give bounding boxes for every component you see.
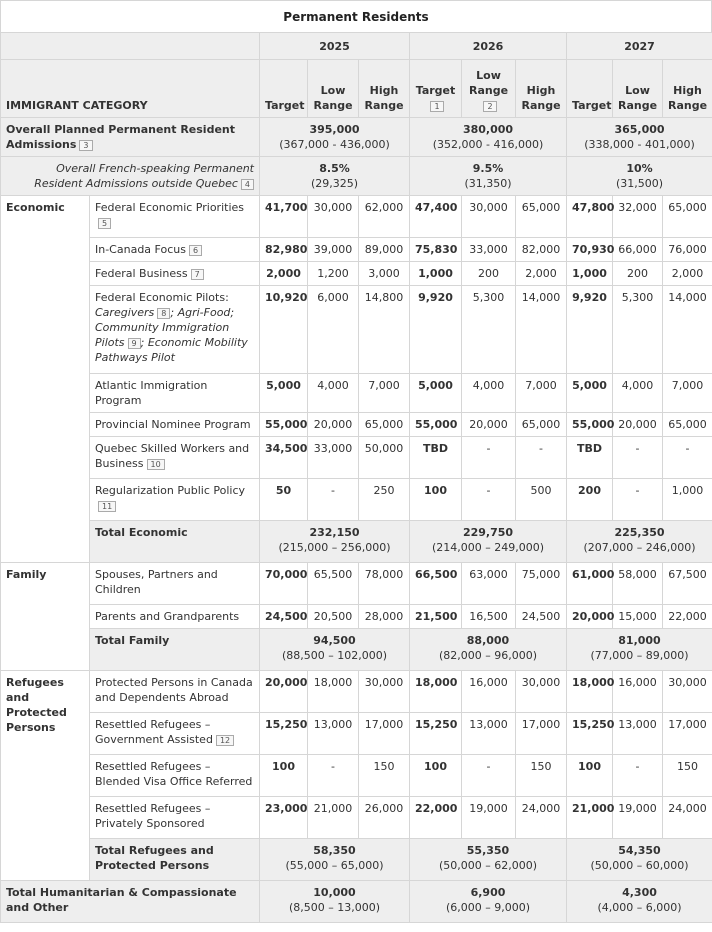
cell-low: -: [308, 755, 359, 797]
total-humanitarian-2027: 4,300 (4,000 – 6,000): [567, 881, 712, 923]
cell-low: 20,000: [462, 413, 516, 437]
cell-low: 200: [613, 262, 663, 286]
footnote-link[interactable]: 11: [98, 501, 116, 512]
cell-high: 65,000: [516, 196, 567, 238]
cell-high: 14,000: [516, 286, 567, 374]
cell-target: 5,000: [567, 374, 613, 413]
footnote-link[interactable]: 8: [157, 308, 170, 319]
footnote-link[interactable]: 7: [191, 269, 204, 280]
cell-low: 30,000: [462, 196, 516, 238]
cell-target: 66,500: [410, 563, 462, 605]
year-header-row: [1, 33, 712, 60]
category-family: Family: [1, 563, 90, 671]
cell-high: 7,000: [663, 374, 712, 413]
row-label: Federal Business 7: [90, 262, 260, 286]
cell-low: 20,000: [308, 413, 359, 437]
cell-target: 20,000: [260, 671, 308, 713]
row-label: In-Canada Focus 6: [90, 238, 260, 262]
cell-low: -: [462, 755, 516, 797]
cell-target: 82,980: [260, 238, 308, 262]
cell-high: 26,000: [359, 797, 410, 839]
row-label: Protected Persons in Canada and Dependents Abroad: [90, 671, 260, 713]
cell-low: 20,500: [308, 605, 359, 629]
french-2027: 10% (31,500): [567, 157, 712, 196]
year-2026: 2026: [410, 33, 567, 60]
cell-high: 28,000: [359, 605, 410, 629]
overall-2027: 365,000 (338,000 - 401,000): [567, 118, 712, 157]
cell-high: 78,000: [359, 563, 410, 605]
overall-label: Overall Planned Permanent Resident Admissions 3: [1, 118, 260, 157]
cell-target: 55,000: [410, 413, 462, 437]
cell-target: 55,000: [567, 413, 613, 437]
row-label: Regularization Public Policy11: [90, 479, 260, 521]
cell-high: 7,000: [359, 374, 410, 413]
french-row: [1, 157, 712, 196]
total-humanitarian-2026: 6,900 (6,000 – 9,000): [410, 881, 567, 923]
cell-low: 16,000: [613, 671, 663, 713]
cell-target: 55,000: [260, 413, 308, 437]
cell-high: 24,500: [516, 605, 567, 629]
cell-high: 3,000: [359, 262, 410, 286]
cell-target: 2,000: [260, 262, 308, 286]
cell-low: 32,000: [613, 196, 663, 238]
total-refugees-label: Total Refugees and Protected Persons: [90, 839, 260, 881]
cell-high: 65,000: [663, 413, 712, 437]
cell-target: 10,920: [260, 286, 308, 374]
cell-low: 39,000: [308, 238, 359, 262]
cell-low: -: [613, 437, 663, 479]
low-range-header: Low Range: [308, 60, 359, 118]
table-row: [1, 563, 712, 605]
cell-low: 33,000: [462, 238, 516, 262]
table-row: [1, 286, 712, 374]
year-2027: 2027: [567, 33, 712, 60]
cell-target: 100: [567, 755, 613, 797]
cell-high: 150: [359, 755, 410, 797]
row-label: Spouses, Partners and Children: [90, 563, 260, 605]
row-label: Provincial Nominee Program: [90, 413, 260, 437]
total-row: [1, 629, 712, 671]
cell-low: 18,000: [308, 671, 359, 713]
cell-target: 9,920: [410, 286, 462, 374]
subheader-row: [1, 60, 712, 118]
cell-target: 70,000: [260, 563, 308, 605]
cell-low: 13,000: [613, 713, 663, 755]
table-row: [1, 605, 712, 629]
cell-low: -: [613, 479, 663, 521]
cell-low: 13,000: [308, 713, 359, 755]
cell-high: 75,000: [516, 563, 567, 605]
cell-target: 61,000: [567, 563, 613, 605]
footnote-link[interactable]: 5: [98, 218, 111, 229]
cell-low: -: [308, 479, 359, 521]
row-label: Quebec Skilled Workers and Business 10: [90, 437, 260, 479]
row-label: Resettled Refugees – Government Assisted 12: [90, 713, 260, 755]
cell-target: 47,800: [567, 196, 613, 238]
table-row: [1, 196, 712, 238]
cell-target: 18,000: [567, 671, 613, 713]
cell-high: 65,000: [663, 196, 712, 238]
cell-high: 14,800: [359, 286, 410, 374]
row-label: Resettled Refugees – Blended Visa Office Referred: [90, 755, 260, 797]
cell-low: 30,000: [308, 196, 359, 238]
cell-low: 65,500: [308, 563, 359, 605]
cell-high: 14,000: [663, 286, 712, 374]
cell-target: TBD: [567, 437, 613, 479]
overall-row: [1, 118, 712, 157]
cell-target: 100: [410, 479, 462, 521]
cell-high: 89,000: [359, 238, 410, 262]
category-refugees: Refugees and Protected Persons: [1, 671, 90, 881]
cell-target: 21,500: [410, 605, 462, 629]
cell-low: 1,200: [308, 262, 359, 286]
row-label: Federal Economic Priorities5: [90, 196, 260, 238]
cell-target: 1,000: [410, 262, 462, 286]
total-family-2027: 81,000 (77,000 – 89,000): [567, 629, 712, 671]
cell-high: 250: [359, 479, 410, 521]
cell-target: 5,000: [260, 374, 308, 413]
cell-target: 15,250: [410, 713, 462, 755]
cell-target: 20,000: [567, 605, 613, 629]
french-label: Overall French-speaking Permanent Resident Admissions outside Quebec 4: [1, 157, 260, 196]
low-range-header: Low Range: [613, 60, 663, 118]
cell-high: 30,000: [359, 671, 410, 713]
cell-low: 15,000: [613, 605, 663, 629]
header-blank: [1, 33, 260, 60]
cell-high: 1,000: [663, 479, 712, 521]
cell-target: 50: [260, 479, 308, 521]
cell-low: -: [462, 479, 516, 521]
cell-low: 4,000: [613, 374, 663, 413]
cell-low: 200: [462, 262, 516, 286]
cell-target: 47,400: [410, 196, 462, 238]
cell-target: 100: [260, 755, 308, 797]
total-economic-2027: 225,350 (207,000 – 246,000): [567, 521, 712, 563]
french-2025: 8.5% (29,325): [260, 157, 410, 196]
cell-target: 18,000: [410, 671, 462, 713]
footnote-link[interactable]: 6: [189, 245, 202, 256]
table-row: [1, 755, 712, 797]
cell-high: 30,000: [516, 671, 567, 713]
row-label: Resettled Refugees – Privately Sponsored: [90, 797, 260, 839]
total-family-2025: 94,500 (88,500 – 102,000): [260, 629, 410, 671]
cell-target: 41,700: [260, 196, 308, 238]
table-row: [1, 238, 712, 262]
cell-high: 24,000: [516, 797, 567, 839]
cell-high: 17,000: [663, 713, 712, 755]
cell-low: 19,000: [462, 797, 516, 839]
table-row: [1, 262, 712, 286]
table-row: [1, 713, 712, 755]
cell-low: 5,300: [462, 286, 516, 374]
target-header: Target: [567, 60, 613, 118]
cell-high: 50,000: [359, 437, 410, 479]
cell-target: 100: [410, 755, 462, 797]
target-header: Target: [260, 60, 308, 118]
cell-high: 67,500: [663, 563, 712, 605]
cell-high: 65,000: [359, 413, 410, 437]
cell-low: -: [613, 755, 663, 797]
cell-low: 66,000: [613, 238, 663, 262]
cell-high: -: [516, 437, 567, 479]
total-economic-2026: 229,750 (214,000 – 249,000): [410, 521, 567, 563]
overall-2026: 380,000 (352,000 - 416,000): [410, 118, 567, 157]
cell-target: 34,500: [260, 437, 308, 479]
table-row: [1, 671, 712, 713]
cell-low: 5,300: [613, 286, 663, 374]
cell-low: 21,000: [308, 797, 359, 839]
cell-high: 500: [516, 479, 567, 521]
cell-target: 9,920: [567, 286, 613, 374]
high-range-header: High Range: [359, 60, 410, 118]
cell-high: 7,000: [516, 374, 567, 413]
footnote-link[interactable]: 12: [216, 735, 234, 746]
immigrant-category-header: IMMIGRANT CATEGORY: [1, 60, 260, 118]
total-family-label: Total Family: [90, 629, 260, 671]
cell-target: 75,830: [410, 238, 462, 262]
cell-high: 24,000: [663, 797, 712, 839]
cell-target: 23,000: [260, 797, 308, 839]
cell-high: 150: [516, 755, 567, 797]
cell-high: 17,000: [516, 713, 567, 755]
cell-high: 2,000: [663, 262, 712, 286]
footnote-link[interactable]: 2: [483, 101, 496, 112]
row-label: Parents and Grandparents: [90, 605, 260, 629]
footnote-link[interactable]: 1: [430, 101, 443, 112]
cell-high: 2,000: [516, 262, 567, 286]
total-refugees-2026: 55,350 (50,000 – 62,000): [410, 839, 567, 881]
cell-target: 70,930: [567, 238, 613, 262]
footnote-link[interactable]: 3: [79, 140, 92, 151]
cell-high: 17,000: [359, 713, 410, 755]
cell-low: 16,500: [462, 605, 516, 629]
total-refugees-2025: 58,350 (55,000 – 65,000): [260, 839, 410, 881]
footnote-link[interactable]: 9: [128, 338, 141, 349]
cell-high: 65,000: [516, 413, 567, 437]
cell-high: 30,000: [663, 671, 712, 713]
total-economic-2025: 232,150 (215,000 – 256,000): [260, 521, 410, 563]
category-economic: Economic: [1, 196, 90, 563]
cell-target: 5,000: [410, 374, 462, 413]
cell-target: 1,000: [567, 262, 613, 286]
cell-low: 16,000: [462, 671, 516, 713]
row-label-pilots: Federal Economic Pilots: Caregivers 8 ; Agri-Food; Community Immigration Pilots 9 ; Economic Mobility Pathways Pilot: [90, 286, 260, 374]
total-row: [1, 881, 712, 923]
high-range-header: High Range: [663, 60, 712, 118]
cell-target: 15,250: [260, 713, 308, 755]
levels-plan-table: [0, 32, 712, 923]
cell-high: -: [663, 437, 712, 479]
cell-low: 63,000: [462, 563, 516, 605]
target-header: Target 1: [410, 60, 462, 118]
cell-high: 22,000: [663, 605, 712, 629]
table-row: [1, 413, 712, 437]
cell-low: 13,000: [462, 713, 516, 755]
overall-2025: 395,000 (367,000 - 436,000): [260, 118, 410, 157]
total-refugees-2027: 54,350 (50,000 – 60,000): [567, 839, 712, 881]
cell-target: 22,000: [410, 797, 462, 839]
total-humanitarian-label: Total Humanitarian & Compassionate and Other: [1, 881, 260, 923]
table-title: Permanent Residents: [0, 0, 712, 32]
cell-target: 200: [567, 479, 613, 521]
table-row: [1, 374, 712, 413]
cell-low: 4,000: [308, 374, 359, 413]
table-row: [1, 437, 712, 479]
cell-high: 150: [663, 755, 712, 797]
cell-low: 19,000: [613, 797, 663, 839]
cell-target: 24,500: [260, 605, 308, 629]
cell-target: TBD: [410, 437, 462, 479]
total-row: [1, 839, 712, 881]
cell-low: -: [462, 437, 516, 479]
table-row: [1, 797, 712, 839]
table-row: [1, 479, 712, 521]
cell-high: 62,000: [359, 196, 410, 238]
cell-high: 76,000: [663, 238, 712, 262]
high-range-header: High Range: [516, 60, 567, 118]
footnote-link[interactable]: 4: [241, 179, 254, 190]
cell-target: 15,250: [567, 713, 613, 755]
cell-low: 4,000: [462, 374, 516, 413]
total-row: [1, 521, 712, 563]
cell-low: 6,000: [308, 286, 359, 374]
footnote-link[interactable]: 10: [147, 459, 165, 470]
row-label: Atlantic Immigration Program: [90, 374, 260, 413]
year-2025: 2025: [260, 33, 410, 60]
cell-low: 20,000: [613, 413, 663, 437]
total-economic-label: Total Economic: [90, 521, 260, 563]
cell-low: 33,000: [308, 437, 359, 479]
french-2026: 9.5% (31,350): [410, 157, 567, 196]
cell-low: 58,000: [613, 563, 663, 605]
cell-high: 82,000: [516, 238, 567, 262]
total-family-2026: 88,000 (82,000 – 96,000): [410, 629, 567, 671]
low-range-header: Low Range 2: [462, 60, 516, 118]
cell-target: 21,000: [567, 797, 613, 839]
total-humanitarian-2025: 10,000 (8,500 – 13,000): [260, 881, 410, 923]
